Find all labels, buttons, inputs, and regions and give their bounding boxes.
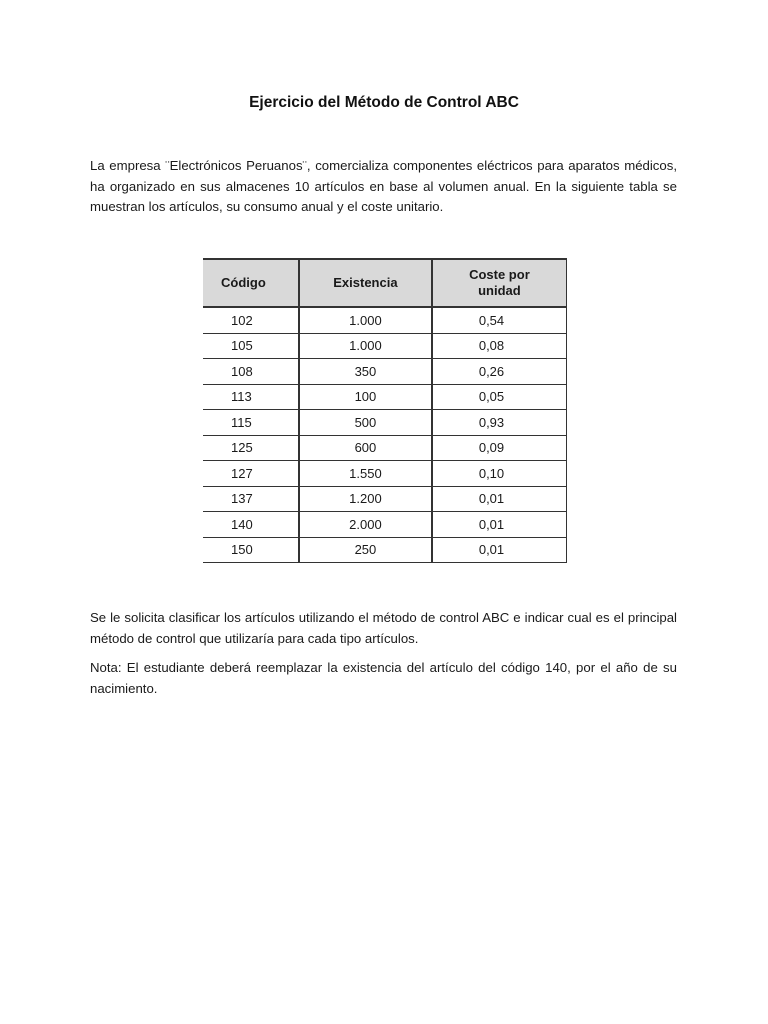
table-row [203, 410, 567, 436]
table-row [203, 512, 567, 538]
cell-cost: 0,05 [432, 384, 567, 410]
cell-cost: 0,93 [432, 410, 567, 436]
cell-stock: 600 [299, 435, 432, 461]
table-row [203, 435, 567, 461]
page-title: Ejercicio del Método de Control ABC [249, 94, 519, 111]
cell-cost: 0,01 [432, 537, 567, 563]
cell-stock: 500 [299, 410, 432, 436]
cell-code: 127 [203, 461, 299, 487]
cell-stock: 100 [299, 384, 432, 410]
cell-code: 140 [203, 512, 299, 538]
cell-code: 150 [203, 537, 299, 563]
table-row [203, 537, 567, 563]
cell-code: 105 [203, 333, 299, 359]
cell-code: 108 [203, 359, 299, 385]
stock-table [203, 258, 567, 563]
cell-cost: 0,09 [432, 435, 567, 461]
cell-cost: 0,01 [432, 486, 567, 512]
cell-cost: 0,08 [432, 333, 567, 359]
table-row [203, 307, 567, 333]
cell-stock: 250 [299, 537, 432, 563]
table-header-row [203, 259, 567, 307]
header-code: Código [203, 259, 299, 307]
cell-code: 115 [203, 410, 299, 436]
cell-code: 102 [203, 307, 299, 333]
cell-code: 113 [203, 384, 299, 410]
header-cost-line1: Coste por [469, 267, 530, 282]
header-cost [432, 259, 567, 307]
cell-stock: 1.000 [299, 307, 432, 333]
cell-cost: 0,10 [432, 461, 567, 487]
cell-stock: 1.200 [299, 486, 432, 512]
intro-paragraph: La empresa ¨Electrónicos Peruanos¨, comercializa componentes eléctricos para aparatos médicos, ha organizado en sus almacenes 10 artículos en base al volumen anual. En la siguiente tabla se muestran los artículos, su consumo anual y el coste unitario. [90, 158, 677, 214]
stock-table-container [203, 258, 567, 563]
table-row [203, 486, 567, 512]
table-row [203, 333, 567, 359]
note-paragraph: Nota: El estudiante deberá reemplazar la existencia del artículo del código 140, por el año de su nacimiento. [90, 660, 677, 696]
task-paragraph: Se le solicita clasificar los artículos utilizando el método de control ABC e indicar cual es el principal método de control que utilizaría para cada tipo artículos. [90, 610, 677, 646]
cell-code: 137 [203, 486, 299, 512]
cell-stock: 350 [299, 359, 432, 385]
cell-code: 125 [203, 435, 299, 461]
cell-cost: 0,01 [432, 512, 567, 538]
cell-stock: 2.000 [299, 512, 432, 538]
cell-cost: 0,26 [432, 359, 567, 385]
header-stock: Existencia [299, 259, 432, 307]
cell-stock: 1.000 [299, 333, 432, 359]
table-row [203, 461, 567, 487]
table-row [203, 384, 567, 410]
cell-cost: 0,54 [432, 307, 567, 333]
cell-stock: 1.550 [299, 461, 432, 487]
header-cost-line2: unidad [478, 283, 521, 298]
table-row [203, 359, 567, 385]
